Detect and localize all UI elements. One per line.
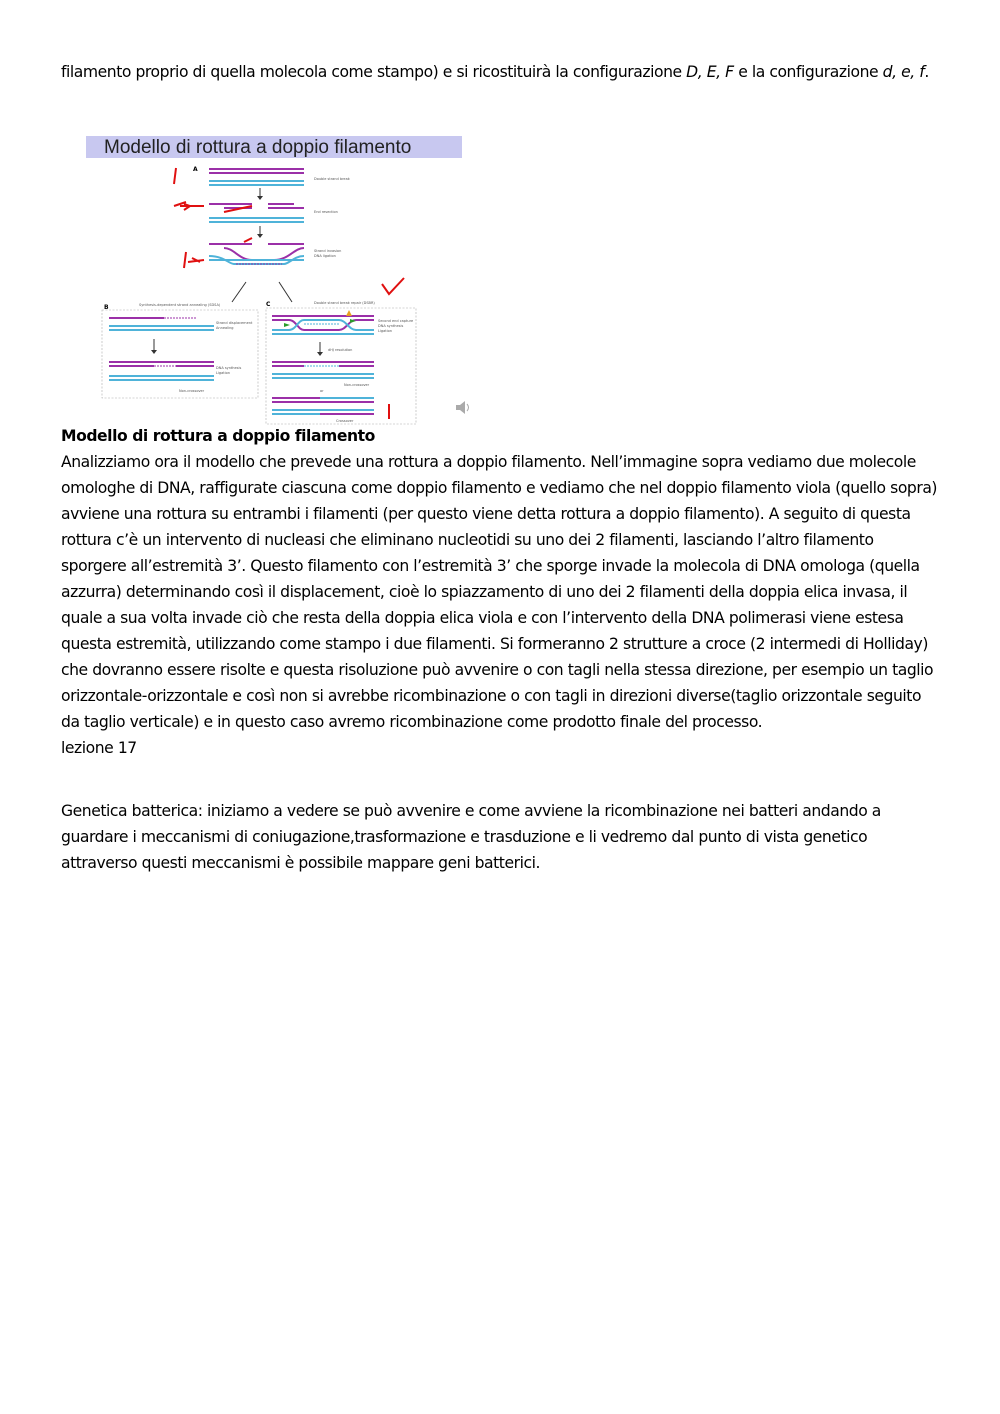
svg-text:Non-crossover: Non-crossover [344, 383, 370, 387]
svg-text:Double strand break repair (DS: Double strand break repair (DSBR) [314, 301, 375, 305]
svg-text:dHJ resolution: dHJ resolution [328, 348, 353, 352]
svg-text:Double strand break: Double strand break [314, 177, 350, 181]
svg-text:DNA synthesis: DNA synthesis [378, 324, 404, 328]
intro-text: filamento proprio di quella molecola come stampo) e si ricostituirà la configurazione [61, 63, 687, 81]
svg-text:Ligation: Ligation [378, 329, 392, 333]
svg-text:DNA synthesis: DNA synthesis [216, 366, 242, 370]
svg-text:Ligation: Ligation [216, 371, 230, 375]
svg-text:Crossover: Crossover [336, 419, 354, 423]
dsb-model-figure [84, 134, 474, 426]
panel-c-label: C [266, 301, 271, 308]
panel-a-label: A [193, 166, 198, 173]
figure-title: Modello di rottura a doppio filamento [104, 137, 412, 158]
svg-text:Strand displacement: Strand displacement [216, 321, 253, 325]
svg-text:Non-crossover: Non-crossover [179, 389, 205, 393]
svg-text:Second end capture: Second end capture [378, 319, 414, 323]
svg-text:DNA ligation: DNA ligation [314, 254, 336, 258]
lesson-label: lezione 17 [61, 739, 137, 757]
svg-text:Annealing: Annealing [216, 326, 234, 330]
svg-text:End resection: End resection [314, 210, 338, 214]
intro-paragraph [61, 59, 941, 85]
section-paragraph: Analizziamo ora il modello che prevede una rottura a doppio filamento. Nell’immagine sopra vediamo due molecole omologhe di DNA, raffigurate ciascuna come doppio filamento e vediamo che nel doppio filamento viola (quello sopra) avviene una rottura su entrambi i filamenti (per questo viene detta rottura a doppio filamento). A seguito di questa rottura c’è un intervento di nucleasi che eliminano nucleotidi su uno dei 2 filamenti, lasciando l’altro filamento sporgere all’estremità 3’. Questo filamento con l’estremità 3’ che sporge invade la molecola di DNA omologa (quella azzurra) determinando così il displacement, cioè lo spiazzamento di uno dei 2 filamenti della doppia elica invasa, il quale a sua volta invade ciò che resta della doppia elica viola e con l’intervento della DNA polimerasi viene estesa questa estremità, utilizzando come stampo i due filamenti. Si formeranno 2 strutture a croce (2 intermedi di Holliday) che dovranno essere risolte e questa risoluzione può avvenire o con tagli nella stessa direzione, per esempio un taglio orizzontale-orizzontale e così non si avrebbe ricombinazione o con tagli in direzioni diverse(taglio orizzontale seguito da taglio verticale) e in questo caso avremo ricombinazione come prodotto finale del processo. [61, 453, 938, 731]
intro-text-middle: e la configurazione [733, 63, 883, 81]
panel-b-label: B [104, 304, 109, 311]
svg-text:Strand invasion: Strand invasion [314, 249, 342, 253]
dsb-section [61, 423, 941, 761]
intro-text-end: . [924, 63, 929, 81]
section-heading: Modello di rottura a doppio filamento [61, 427, 375, 445]
genetics-paragraph: Genetica batterica: iniziamo a vedere se può avvenire e come avviene la ricombinazione nei batteri andando a guardare i meccanismi di coniugazione,trasformazione e trasduzione e li vedremo dal punto di vista genetico attraverso questi meccanismi è possibile mappare geni batterici. [61, 802, 881, 872]
svg-text:or: or [320, 389, 324, 393]
config-uppercase: D, E, F [686, 63, 734, 81]
svg-text:Synthesis-dependent strand ann: Synthesis-dependent strand annealing (SDSA) [139, 303, 221, 307]
bacterial-genetics-section [61, 798, 941, 876]
config-lowercase: d, e, f [882, 63, 925, 81]
